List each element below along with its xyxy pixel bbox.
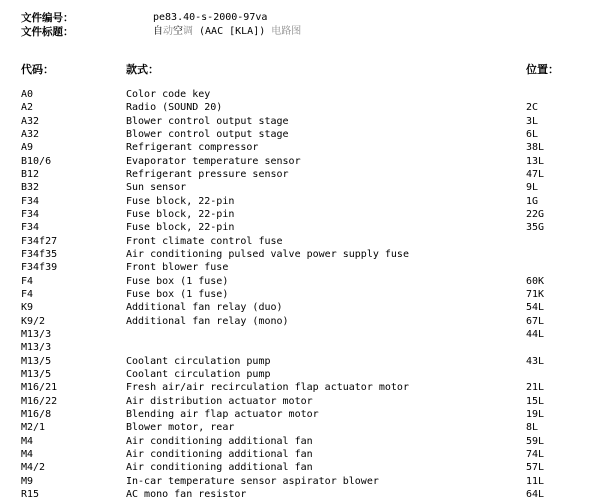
- doc-title-row: [21, 25, 301, 39]
- table-row: [21, 381, 601, 394]
- component-position: 64L: [526, 488, 545, 500]
- component-code: A9: [21, 142, 34, 154]
- table-row: [21, 101, 601, 114]
- component-position: 38L: [526, 142, 545, 154]
- component-code: F34: [21, 222, 40, 234]
- table-row: [21, 395, 601, 408]
- doc-title-part: 自: [153, 26, 163, 37]
- component-position: 22G: [526, 208, 545, 220]
- component-code: M2/1: [21, 422, 46, 434]
- table-row: [21, 275, 601, 288]
- table-row: [21, 88, 601, 101]
- table-row: [21, 288, 601, 301]
- component-code: F4: [21, 275, 34, 287]
- component-code: F34f35: [21, 248, 58, 260]
- component-code: A2: [21, 102, 34, 114]
- component-position: 8L: [526, 422, 539, 434]
- component-code: K9: [21, 302, 34, 314]
- component-code: F34f27: [21, 235, 58, 247]
- component-position: 1G: [526, 195, 539, 207]
- component-position: 54L: [526, 302, 545, 314]
- component-code: F34: [21, 195, 40, 207]
- component-code: M13/3: [21, 342, 52, 354]
- table-row: [21, 195, 601, 208]
- component-code: A0: [21, 89, 34, 100]
- component-description: Front climate control fuse: [126, 235, 283, 247]
- doc-number-label: 文件编号：: [21, 12, 74, 24]
- component-code: F34: [21, 208, 40, 220]
- table-row: [21, 435, 601, 448]
- component-description: Fuse block, 22-pin: [126, 195, 235, 207]
- component-description: Air conditioning additional fan: [126, 435, 313, 447]
- component-position: 13L: [526, 155, 545, 167]
- component-position: 6L: [526, 128, 539, 140]
- table-row: [21, 261, 601, 274]
- component-description: Refrigerant compressor: [126, 142, 259, 154]
- component-position: 44L: [526, 328, 545, 340]
- table-row: [21, 208, 601, 221]
- component-description: Sun sensor: [126, 182, 187, 194]
- table-row: [21, 128, 601, 141]
- component-position: 43L: [526, 355, 545, 367]
- component-code: M16/22: [21, 395, 58, 407]
- component-code: M4: [21, 435, 34, 447]
- component-description: Additional fan relay (mono): [126, 315, 289, 327]
- table-row: [21, 141, 601, 154]
- doc-title-part: 电路图: [271, 26, 302, 37]
- table-row: [21, 421, 601, 434]
- component-description: Fuse box (1 fuse): [126, 275, 229, 287]
- component-code: R15: [21, 488, 40, 500]
- component-description: Color code key: [126, 89, 211, 100]
- component-position: 74L: [526, 448, 545, 460]
- component-description: Air conditioning pulsed valve power supply fuse: [126, 248, 409, 260]
- component-description: Air distribution actuator motor: [126, 395, 313, 407]
- component-description: Coolant circulation pump: [126, 368, 271, 380]
- component-position: 57L: [526, 462, 545, 474]
- component-position: 11L: [526, 475, 545, 487]
- component-code: M13/3: [21, 328, 52, 340]
- component-position: 2C: [526, 102, 539, 114]
- doc-title-label: 文件标题：: [21, 26, 74, 38]
- component-description: Air conditioning additional fan: [126, 462, 313, 474]
- table-row: [21, 181, 601, 194]
- document-header: [21, 11, 301, 39]
- doc-title-value: [153, 25, 301, 39]
- table-row: [21, 448, 601, 461]
- table-row: [21, 301, 601, 314]
- component-description: Additional fan relay (duo): [126, 302, 283, 314]
- component-code: M13/5: [21, 355, 52, 367]
- component-position: 15L: [526, 395, 545, 407]
- table-row: [21, 155, 601, 168]
- component-code: M13/5: [21, 368, 52, 380]
- component-code: F4: [21, 288, 34, 300]
- component-description: Blower control output stage: [126, 128, 289, 140]
- doc-title-part: 空: [173, 26, 183, 37]
- component-description: Fuse block, 22-pin: [126, 208, 235, 220]
- component-description: In-car temperature sensor aspirator blower: [126, 475, 379, 487]
- component-code: M4/2: [21, 462, 46, 474]
- component-code: A32: [21, 128, 40, 140]
- component-code: M16/21: [21, 382, 58, 394]
- table-row: [21, 235, 601, 248]
- table-row: [21, 368, 601, 381]
- component-position: 47L: [526, 168, 545, 180]
- table-row: [21, 328, 601, 341]
- component-description: Air conditioning additional fan: [126, 448, 313, 460]
- component-position: 67L: [526, 315, 545, 327]
- component-description: Coolant circulation pump: [126, 355, 271, 367]
- component-description: AC mono fan resistor: [126, 488, 247, 500]
- table-header: [21, 63, 601, 79]
- component-code: F34f39: [21, 262, 58, 274]
- component-code: M16/8: [21, 408, 52, 420]
- column-header-position: 位置：: [526, 63, 559, 76]
- table-row: [21, 408, 601, 421]
- component-position: 35G: [526, 222, 545, 234]
- component-description: Fresh air/air recirculation flap actuator motor: [126, 382, 409, 394]
- doc-title-part: 调: [183, 26, 193, 37]
- component-position: 60K: [526, 275, 545, 287]
- table-row: [21, 475, 601, 488]
- table-row: [21, 248, 601, 261]
- doc-title-part: (AAC [KLA]): [193, 26, 272, 37]
- component-description: Blending air flap actuator motor: [126, 408, 319, 420]
- table-row: [21, 115, 601, 128]
- component-position: 59L: [526, 435, 545, 447]
- column-header-code: 代码：: [21, 63, 54, 76]
- table-row: [21, 341, 601, 354]
- table-row: [21, 488, 601, 501]
- component-position: 19L: [526, 408, 545, 420]
- component-description: Refrigerant pressure sensor: [126, 168, 289, 180]
- component-position: 3L: [526, 115, 539, 127]
- component-code: M9: [21, 475, 34, 487]
- table-row: [21, 355, 601, 368]
- doc-number-row: [21, 11, 301, 25]
- component-position: 21L: [526, 382, 545, 394]
- component-code: B12: [21, 168, 40, 180]
- doc-title-part: 动: [163, 26, 173, 37]
- component-position: 71K: [526, 288, 545, 300]
- component-code: B10/6: [21, 155, 52, 167]
- column-header-model: 款式：: [126, 63, 159, 76]
- component-description: Fuse box (1 fuse): [126, 288, 229, 300]
- component-code: A32: [21, 115, 40, 127]
- component-code: B32: [21, 182, 40, 194]
- component-description: Blower motor, rear: [126, 422, 235, 434]
- table-row: [21, 461, 601, 474]
- table-row: [21, 221, 601, 234]
- component-position: 9L: [526, 182, 539, 194]
- component-list: [21, 88, 601, 501]
- table-row: [21, 168, 601, 181]
- doc-number-value: pe83.40-s-2000-97va: [153, 12, 268, 23]
- component-description: Blower control output stage: [126, 115, 289, 127]
- component-code: K9/2: [21, 315, 46, 327]
- component-description: Fuse block, 22-pin: [126, 222, 235, 234]
- table-row: [21, 315, 601, 328]
- component-code: M4: [21, 448, 34, 460]
- component-description: Front blower fuse: [126, 262, 229, 274]
- component-description: Evaporator temperature sensor: [126, 155, 301, 167]
- component-description: Radio (SOUND 20): [126, 102, 223, 114]
